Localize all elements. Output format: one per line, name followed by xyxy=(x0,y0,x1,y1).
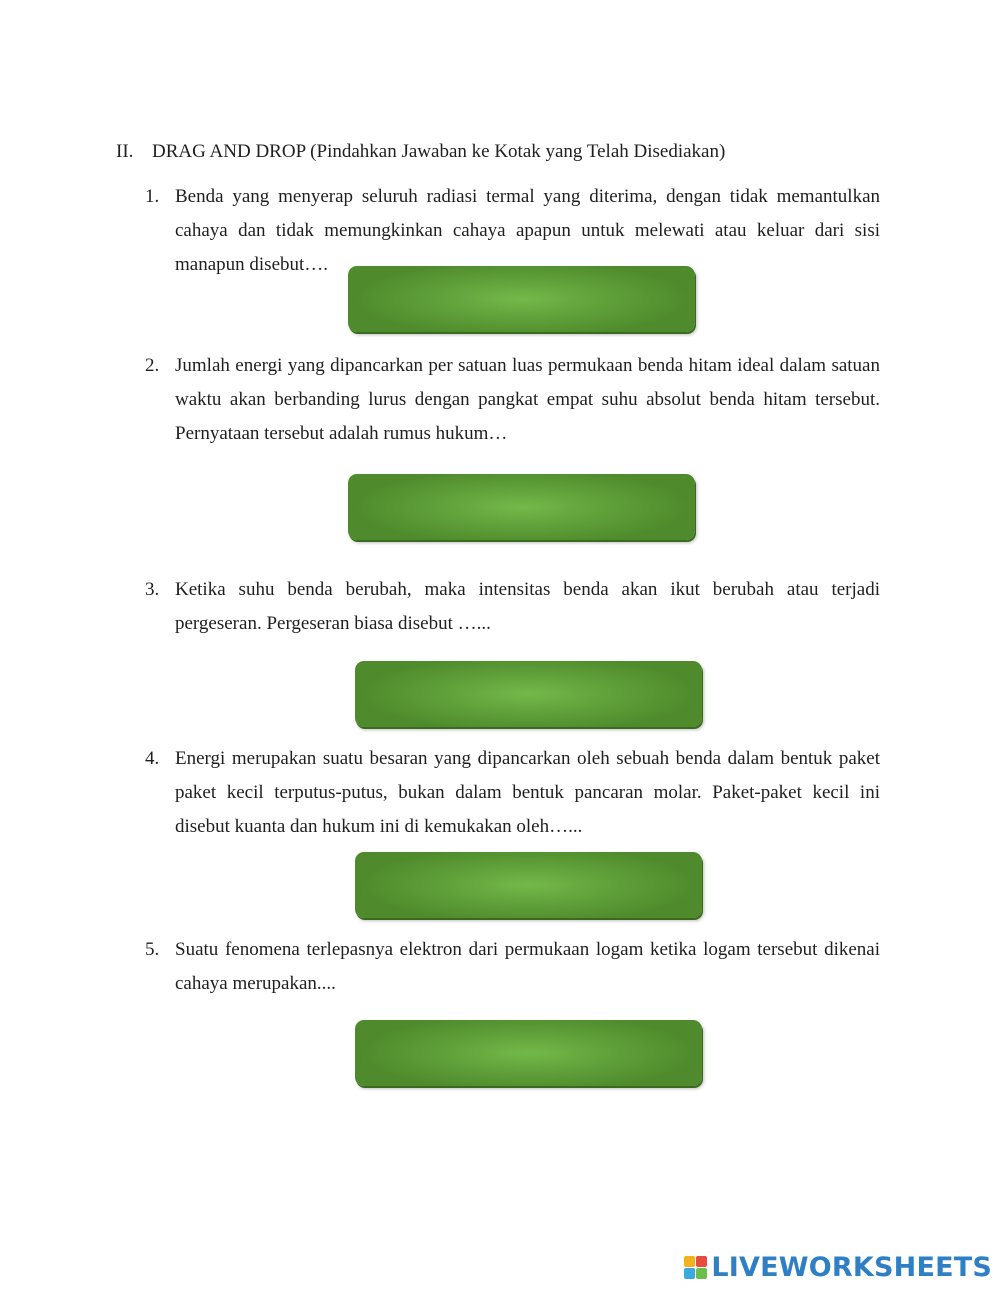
section-number: II. xyxy=(116,141,134,162)
logo-square xyxy=(696,1256,707,1267)
question-text: Energi merupakan suatu besaran yang dipancarkan oleh sebuah benda dalam bentuk paket paket kecil terputus-putus, bukan dalam bentuk pancaran molar. Paket-paket kecil ini disebut kuanta dan hukum ini di kemukakan oleh…... xyxy=(175,748,880,837)
answer-drop-box-2[interactable] xyxy=(348,474,695,540)
answer-drop-box-1[interactable] xyxy=(348,266,695,332)
question-text: Ketika suhu benda berubah, maka intensitas benda akan ikut berubah atau terjadi pergeseran. Pergeseran biasa disebut …... xyxy=(175,579,880,634)
logo-square xyxy=(684,1256,695,1267)
liveworksheets-logo-icon xyxy=(684,1256,707,1279)
logo-square xyxy=(684,1268,695,1279)
question-2 xyxy=(145,349,880,451)
liveworksheets-logo xyxy=(684,1252,992,1283)
logo-square xyxy=(696,1268,707,1279)
question-text: Jumlah energi yang dipancarkan per satuan luas permukaan benda hitam ideal dalam satuan waktu akan berbanding lurus dengan pangkat empat suhu absolut benda hitam tersebut. Pernyataan tersebut adalah rumus hukum… xyxy=(175,355,880,444)
answer-drop-box-4[interactable] xyxy=(355,852,702,918)
question-number: 3. xyxy=(145,579,160,600)
section-heading xyxy=(116,140,725,164)
question-number: 5. xyxy=(145,939,160,960)
question-number: 4. xyxy=(145,748,160,769)
question-text: Benda yang menyerap seluruh radiasi termal yang diterima, dengan tidak memantulkan cahaya dan tidak memungkinkan cahaya apapun untuk melewati atau keluar dari sisi manapun disebut…. xyxy=(175,186,880,275)
answer-drop-box-3[interactable] xyxy=(355,661,702,727)
question-4 xyxy=(145,742,880,844)
question-3 xyxy=(145,573,880,641)
question-number: 1. xyxy=(145,186,160,207)
answer-drop-box-5[interactable] xyxy=(355,1020,702,1086)
logo-text: LIVEWORKSHEETS xyxy=(711,1252,992,1283)
question-5 xyxy=(145,933,880,1001)
question-number: 2. xyxy=(145,355,160,376)
section-title: DRAG AND DROP (Pindahkan Jawaban ke Kotak yang Telah Disediakan) xyxy=(152,141,726,162)
question-text: Suatu fenomena terlepasnya elektron dari permukaan logam ketika logam tersebut dikenai cahaya merupakan.... xyxy=(175,939,880,994)
